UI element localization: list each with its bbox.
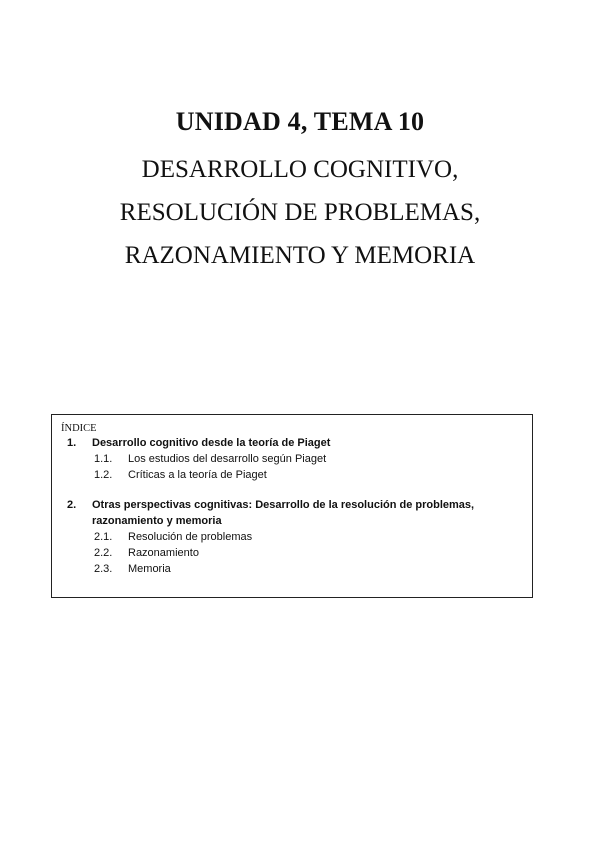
toc-subsection-1-1[interactable] — [52, 451, 532, 467]
section-spacer — [52, 483, 532, 497]
toc-section-number: 1. — [67, 437, 77, 449]
toc-section-number: 2. — [67, 499, 77, 511]
toc-subsection-title: Razonamiento — [128, 547, 199, 559]
unit-title: UNIDAD 4, TEMA 10 — [175, 107, 425, 136]
toc-subsection-number: 2.1. — [94, 531, 113, 543]
toc-subsection-1-2[interactable] — [52, 467, 532, 483]
toc-subsection-number: 2.3. — [94, 563, 113, 575]
subtitle-line-3: RAZONAMIENTO Y MEMORIA — [124, 242, 476, 269]
subtitle-line-1: DESARROLLO COGNITIVO, — [141, 156, 459, 183]
toc-section-title: Desarrollo cognitivo desde la teoría de Piaget — [92, 437, 331, 449]
toc-section-2[interactable] — [52, 497, 532, 529]
toc-subsection-2-3[interactable] — [52, 561, 532, 577]
toc-subsection-2-1[interactable] — [52, 529, 532, 545]
toc-subsection-title: Críticas a la teoría de Piaget — [128, 469, 267, 481]
toc-subsection-title: Los estudios del desarrollo según Piaget — [128, 453, 327, 465]
toc-subsection-number: 1.2. — [94, 469, 113, 481]
table-of-contents — [52, 435, 532, 577]
toc-subsection-2-2[interactable] — [52, 545, 532, 561]
title-block — [0, 104, 600, 277]
index-label: ÍNDICE — [61, 423, 97, 434]
subtitle-line-2: RESOLUCIÓN DE PROBLEMAS, — [119, 199, 481, 226]
table-of-contents-box — [51, 414, 533, 598]
toc-subsection-title: Memoria — [128, 563, 171, 575]
toc-section-1[interactable] — [52, 435, 532, 451]
toc-section-title: Otras perspectivas cognitivas: Desarrollo de la resolución de problemas, razonamiento y memoria — [92, 499, 475, 527]
toc-subsection-title: Resolución de problemas — [128, 531, 253, 543]
toc-subsection-number: 1.1. — [94, 453, 113, 465]
toc-subsection-number: 2.2. — [94, 547, 113, 559]
